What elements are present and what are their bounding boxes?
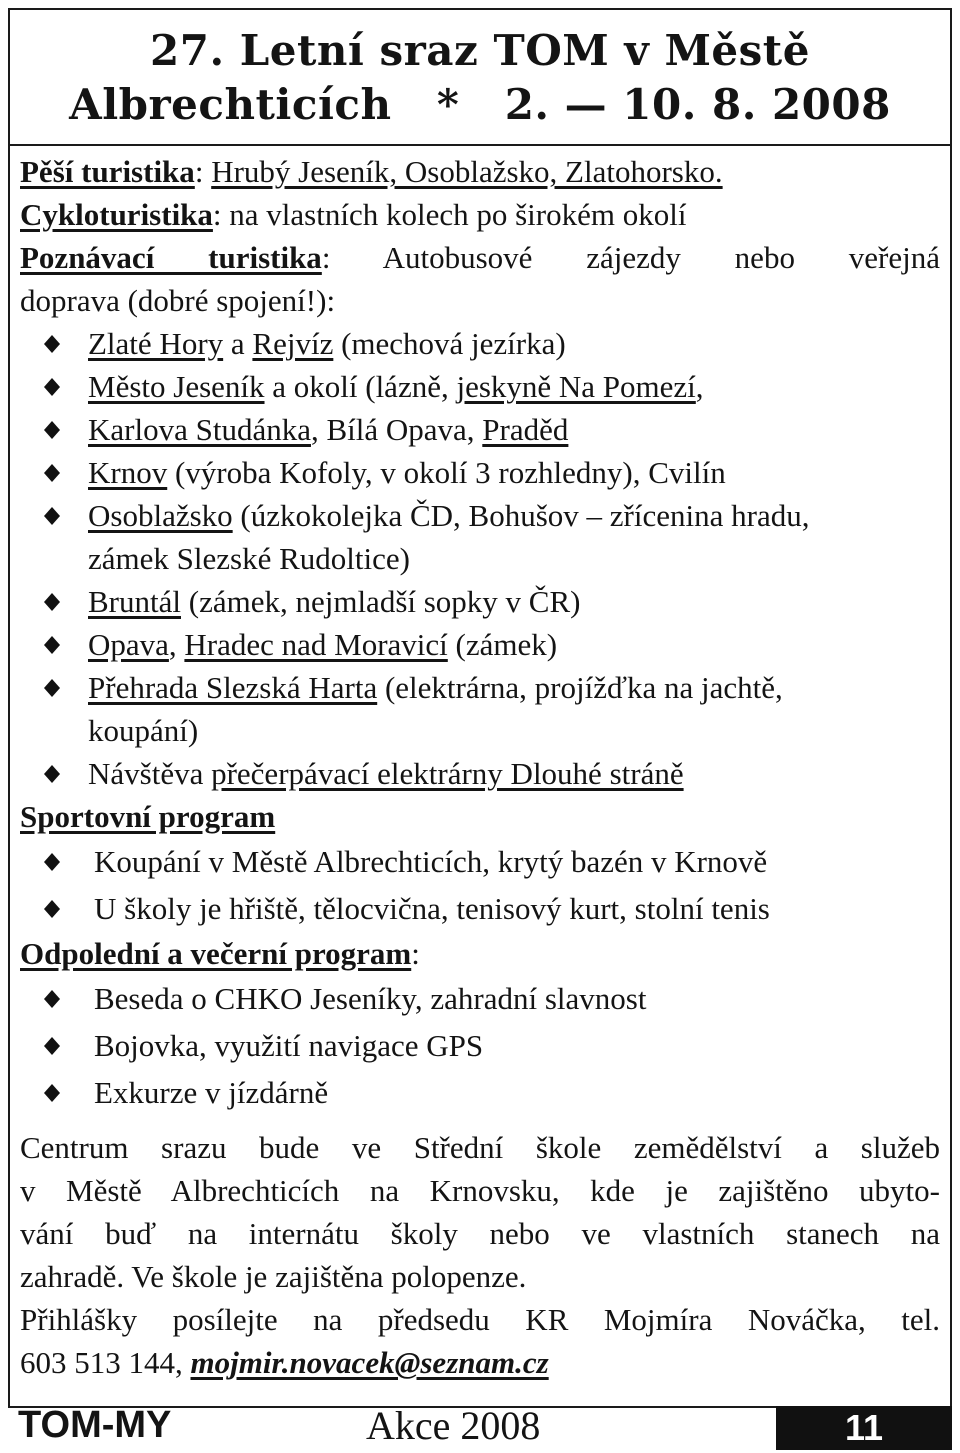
tour-place: Město Jeseník xyxy=(88,369,265,404)
diamond-bullet-icon xyxy=(44,900,60,918)
info-paragraph xyxy=(20,1126,940,1384)
pesi-turistika-text: Hrubý Jeseník, Osoblažsko, Zlatohorsko. xyxy=(211,154,723,189)
list-item xyxy=(20,623,940,666)
paragraph-line: Centrum srazu bude ve Střední škole zemědělství a služeb xyxy=(20,1130,940,1165)
list-item xyxy=(20,408,940,451)
paragraph-line: zahradě. Ve škole je zajištěna polopenze. xyxy=(20,1259,527,1294)
separator: : xyxy=(212,197,222,232)
list-item xyxy=(20,975,940,1022)
pesi-turistika-row xyxy=(20,150,940,193)
list-item xyxy=(20,365,940,408)
tour-text: (elektrárna, projížďka na jachtě, xyxy=(377,670,783,705)
list-item xyxy=(20,451,940,494)
title-box xyxy=(10,10,950,146)
tour-text: , xyxy=(168,627,185,662)
diamond-bullet-icon xyxy=(44,990,60,1008)
tour-place: jeskyně Na Pomezí xyxy=(456,369,696,404)
tour-text: (zámek) xyxy=(447,627,558,662)
list-item xyxy=(20,580,940,623)
afternoon-item: Beseda o CHKO Jeseníky, zahradní slavnost xyxy=(94,981,647,1016)
pesi-turistika-label: Pěší turistika xyxy=(20,154,195,189)
sport-item: U školy je hřiště, tělocvična, tenisový kurt, stolní tenis xyxy=(94,891,770,926)
diamond-bullet-icon xyxy=(44,593,60,611)
tour-text: , xyxy=(695,369,704,404)
list-item xyxy=(20,322,940,365)
diamond-bullet-icon xyxy=(44,636,60,654)
diamond-bullet-icon xyxy=(44,1037,60,1055)
tour-list xyxy=(20,322,940,795)
afternoon-item: Exkurze v jízdárně xyxy=(94,1075,329,1110)
tour-text: (úzkokolejka ČD, Bohušov – zřícenina hradu, xyxy=(232,498,810,533)
sport-heading-row xyxy=(20,795,940,838)
tour-place: přečerpávací elektrárny Dlouhé stráně xyxy=(211,756,684,791)
poznavaci-turistika-text: Autobusové zájezdy nebo veřejná xyxy=(382,240,940,275)
tour-place: Praděd xyxy=(482,412,569,447)
diamond-bullet-icon xyxy=(44,507,60,525)
sport-heading: Sportovní program xyxy=(20,799,276,834)
diamond-bullet-icon xyxy=(44,335,60,353)
tour-text-continued: koupání) xyxy=(88,713,199,748)
sport-item: Koupání v Městě Albrechticích, krytý bazén v Krnově xyxy=(94,844,768,879)
page-title-line-1: 27. Letní sraz TOM v Městě xyxy=(150,26,810,75)
tour-text: (výroba Kofoly, v okolí 3 rozhledny), Cvilín xyxy=(167,455,726,490)
diamond-bullet-icon xyxy=(44,421,60,439)
list-item xyxy=(20,752,940,795)
tour-text: (mechová jezírka) xyxy=(333,326,566,361)
content xyxy=(10,146,950,1384)
afternoon-heading: Odpolední a večerní program xyxy=(20,936,412,971)
tour-text: a xyxy=(223,326,253,361)
afternoon-heading-row xyxy=(20,932,940,975)
poznavaci-turistika-row xyxy=(20,236,940,279)
poznavaci-turistika-continued: doprava (dobré spojení!): xyxy=(20,283,336,318)
tour-text: a okolí (lázně, xyxy=(264,369,457,404)
list-item xyxy=(20,666,940,752)
poznavaci-turistika-label: Poznávací turistika xyxy=(20,240,322,275)
tour-text: (zámek, nejmladší sopky v ČR) xyxy=(181,584,581,619)
phone-number: 603 513 144, xyxy=(20,1345,191,1380)
paragraph-line: vání buď na internátu školy nebo ve vlastních stanech na xyxy=(20,1216,940,1251)
tour-place: Zlaté Hory xyxy=(88,326,224,361)
diamond-bullet-icon xyxy=(44,679,60,697)
tour-text-continued: zámek Slezské Rudoltice) xyxy=(88,541,410,576)
paragraph-line: Přihlášky posílejte na předsedu KR Mojmíra Nováčka, tel. xyxy=(20,1302,940,1337)
list-item xyxy=(20,1069,940,1116)
list-item xyxy=(20,1022,940,1069)
tour-place: Krnov xyxy=(88,455,168,490)
diamond-bullet-icon xyxy=(44,765,60,783)
page-footer xyxy=(8,1403,952,1450)
footer-issue: Akce 2008 xyxy=(366,1403,541,1448)
list-item xyxy=(20,885,940,932)
contact-line xyxy=(20,1341,940,1384)
separator: : xyxy=(411,936,420,971)
tour-place: Opava xyxy=(88,627,169,662)
tour-text: , Bílá Opava, xyxy=(310,412,483,447)
tour-place: Bruntál xyxy=(88,584,181,619)
cykloturistika-row xyxy=(20,193,940,236)
document-frame xyxy=(8,8,952,1408)
tour-place: Hradec nad Moravicí xyxy=(184,627,448,662)
tour-place: Karlova Studánka xyxy=(88,412,311,447)
tour-place: Přehrada Slezská Harta xyxy=(88,670,378,705)
paragraph-line: v Městě Albrechticích na Krnovsku, kde je zajištěno ubyto- xyxy=(20,1173,940,1208)
separator: : xyxy=(194,154,204,189)
separator: : xyxy=(321,240,331,275)
cykloturistika-text: na vlastních kolech po širokém okolí xyxy=(229,197,687,232)
footer-brand: TOM-MY xyxy=(18,1404,172,1446)
list-item xyxy=(20,494,940,580)
diamond-bullet-icon xyxy=(44,464,60,482)
cykloturistika-label: Cykloturistika xyxy=(20,197,213,232)
diamond-bullet-icon xyxy=(44,853,60,871)
email-link[interactable]: mojmir.novacek@seznam.cz xyxy=(190,1345,549,1380)
diamond-bullet-icon xyxy=(44,378,60,396)
afternoon-item: Bojovka, využití navigace GPS xyxy=(94,1028,484,1063)
diamond-bullet-icon xyxy=(44,1084,60,1102)
tour-place: Osoblažsko xyxy=(88,498,233,533)
page-title-line-2: Albrechticích * 2. — 10. 8. 2008 xyxy=(69,80,891,129)
tour-place: Rejvíz xyxy=(252,326,334,361)
list-item xyxy=(20,838,940,885)
tour-text: Návštěva xyxy=(88,756,212,791)
page-number: 11 xyxy=(776,1406,952,1450)
